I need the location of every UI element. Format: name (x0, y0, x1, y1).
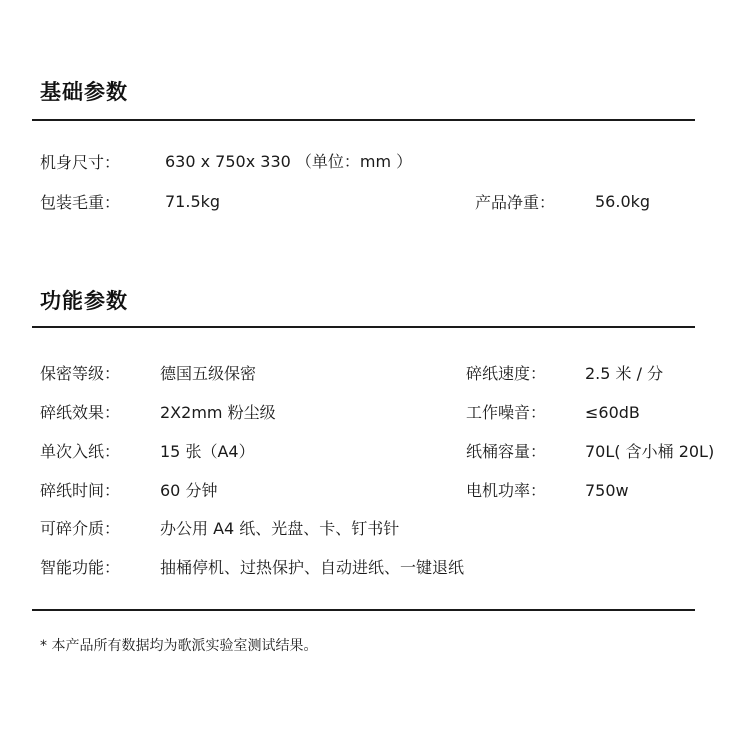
test-footnote: * 本产品所有数据均为歌派实验室测试结果。 (40, 638, 318, 654)
net-weight-value: 56.0kg (595, 192, 651, 211)
shred-speed-label: 碎纸速度： (466, 364, 547, 383)
motor-power-value: 750w (585, 481, 629, 500)
shred-effect-value: 2X2mm 粉尘级 (160, 403, 276, 422)
noise-label: 工作噪音： (466, 403, 547, 422)
sheet-capacity-value: 15 张（A4） (160, 442, 255, 461)
motor-power-label: 电机功率： (466, 481, 547, 500)
smart-features-label: 智能功能： (40, 558, 121, 577)
smart-features-value: 抽桶停机、过热保护、自动进纸、一键退纸 (160, 558, 465, 577)
noise-value: ≤60dB (585, 403, 640, 422)
media-label: 可碎介质： (40, 519, 121, 538)
shred-speed-value: 2.5 米 / 分 (585, 364, 664, 383)
function-params-divider (32, 326, 695, 328)
sheet-capacity-label: 单次入纸： (40, 442, 121, 461)
gross-weight-value: 71.5kg (165, 192, 221, 211)
run-time-label: 碎纸时间： (40, 481, 121, 500)
gross-weight-label: 包装毛重： (40, 193, 121, 212)
media-value: 办公用 A4 纸、光盘、卡、钉书针 (160, 519, 400, 538)
net-weight-label: 产品净重： (475, 193, 556, 212)
bottom-divider (32, 609, 695, 611)
bin-capacity-label: 纸桶容量： (466, 442, 547, 461)
basic-params-divider (32, 119, 695, 121)
security-level-value: 德国五级保密 (160, 364, 257, 383)
size-label: 机身尺寸： (40, 153, 121, 172)
bin-capacity-value: 70L( 含小桶 20L) (585, 442, 715, 461)
function-params-title: 功能参数 (40, 289, 128, 313)
size-value: 630 x 750x 330 （单位：mm ） (165, 152, 413, 171)
shred-effect-label: 碎纸效果： (40, 403, 121, 422)
security-level-label: 保密等级： (40, 364, 121, 383)
run-time-value: 60 分钟 (160, 481, 218, 500)
basic-params-title: 基础参数 (40, 80, 128, 104)
